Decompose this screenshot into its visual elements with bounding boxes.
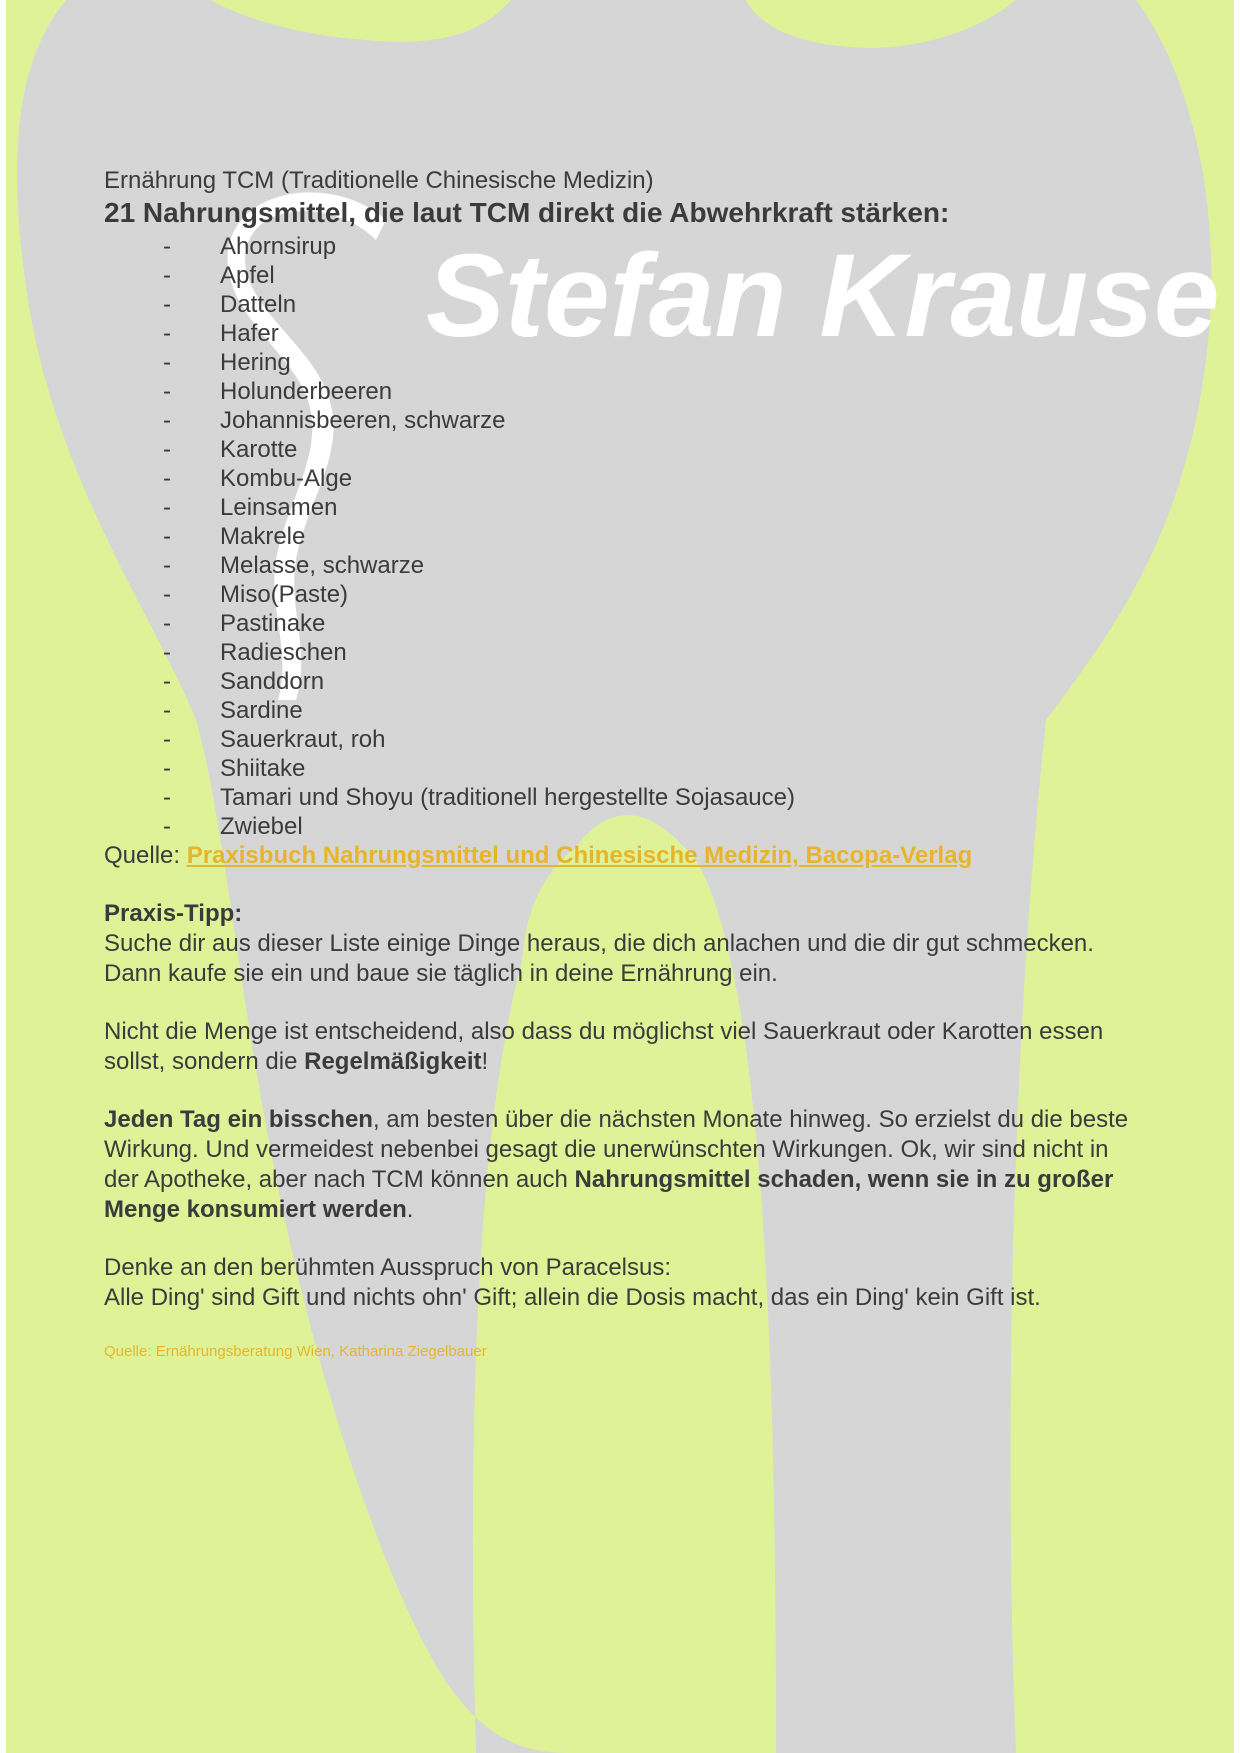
food-list-item-label: Melasse, schwarze — [220, 552, 425, 579]
document-content — [104, 166, 1144, 1361]
food-list-item-label: Miso(Paste) — [220, 581, 349, 608]
food-list-item — [104, 696, 1144, 725]
food-list-item — [104, 261, 1144, 290]
list-dash-marker: - — [163, 581, 171, 608]
food-list-item — [104, 667, 1144, 696]
list-dash-marker: - — [163, 378, 171, 405]
list-dash-marker: - — [163, 494, 171, 521]
daily-bold-warning: Nahrungsmittel schaden, wenn sie in zu großer Menge konsumiert werden — [104, 1166, 1114, 1223]
food-list-item — [104, 551, 1144, 580]
list-dash-marker: - — [163, 697, 171, 724]
list-dash-marker: - — [163, 639, 171, 666]
footer-source: Quelle: Ernährungsberatung Wien, Katharina Ziegelbauer — [104, 1343, 487, 1360]
food-list-item — [104, 377, 1144, 406]
food-list-item — [104, 580, 1144, 609]
regularity-text: Nicht die Menge ist entscheidend, also dass du möglichst viel Sauerkraut oder Karotten essen sollst, sondern die — [104, 1018, 1104, 1075]
food-list-item-label: Johannisbeeren, schwarze — [220, 407, 506, 434]
document-page — [6, 0, 1234, 1753]
food-list-item-label: Karotte — [220, 436, 298, 463]
quote-intro: Denke an den berühmten Ausspruch von Paracelsus: — [104, 1254, 672, 1281]
food-list-item-label: Radieschen — [220, 639, 347, 666]
food-list-item — [104, 348, 1144, 377]
watermark-text: Stefan Krause — [426, 230, 1220, 362]
food-list-item — [104, 638, 1144, 667]
list-dash-marker: - — [163, 262, 171, 289]
food-list-item — [104, 522, 1144, 551]
food-list-item-label: Datteln — [220, 291, 297, 318]
food-list-item — [104, 464, 1144, 493]
daily-end: . — [406, 1196, 414, 1223]
food-list-item-label: Makrele — [220, 523, 306, 550]
quote-text: Alle Ding' sind Gift und nichts ohn' Gift; allein die Dosis macht, das ein Ding' kein Gift ist. — [104, 1284, 1041, 1311]
food-list-item-label: Zwiebel — [220, 813, 303, 840]
food-list-item — [104, 725, 1144, 754]
food-list-item — [104, 319, 1144, 348]
list-dash-marker: - — [163, 233, 171, 260]
list-dash-marker: - — [163, 320, 171, 347]
list-dash-marker: - — [163, 668, 171, 695]
food-list-item-label: Apfel — [220, 262, 275, 289]
food-list-item — [104, 609, 1144, 638]
food-list-item-label: Tamari und Shoyu (traditionell hergestellte Sojasauce) — [220, 784, 795, 811]
food-list-item — [104, 812, 1144, 841]
food-list-item — [104, 754, 1144, 783]
list-dash-marker: - — [163, 726, 171, 753]
daily-bold-start: Jeden Tag ein bisschen — [104, 1106, 373, 1133]
food-list-item-label: Holunderbeeren — [220, 378, 393, 405]
list-dash-marker: - — [163, 523, 171, 550]
food-list-item-label: Shiitake — [220, 755, 306, 782]
list-dash-marker: - — [163, 784, 171, 811]
daily-text: , am besten über die nächsten Monate hinweg. So erzielst du die beste Wirkung. Und vermeidest nebenbei gesagt die unerwünschten Wirkungen. Ok, wir sind nicht in der Apotheke, aber nach TCM können auch — [104, 1106, 1129, 1193]
regularity-bold: Regelmäßigkeit — [304, 1048, 482, 1075]
source-line — [104, 841, 1144, 871]
list-dash-marker: - — [163, 349, 171, 376]
list-dash-marker: - — [163, 291, 171, 318]
daily-paragraph — [104, 1105, 1144, 1225]
tip-paragraph: Suche dir aus dieser Liste einige Dinge heraus, die dich anlachen und die dir gut schmecken. Dann kaufe sie ein und baue sie täglich in deine Ernährung ein. — [104, 930, 1094, 987]
food-list — [104, 232, 1144, 841]
food-list-item-label: Kombu-Alge — [220, 465, 353, 492]
food-list-item — [104, 406, 1144, 435]
document-subtitle: Ernährung TCM (Traditionelle Chinesische Medizin) — [104, 167, 654, 194]
list-dash-marker: - — [163, 755, 171, 782]
list-dash-marker: - — [163, 610, 171, 637]
list-dash-marker: - — [163, 407, 171, 434]
source-label: Quelle: — [104, 842, 187, 869]
source-link[interactable]: Praxisbuch Nahrungsmittel und Chinesische Medizin, Bacopa-Verlag — [186, 842, 973, 869]
food-list-item-label: Hafer — [220, 320, 279, 347]
document-title: 21 Nahrungsmittel, die laut TCM direkt die Abwehrkraft stärken: — [104, 197, 950, 228]
food-list-item-label: Pastinake — [220, 610, 326, 637]
food-list-item-label: Sardine — [220, 697, 303, 724]
food-list-item — [104, 232, 1144, 261]
food-list-item-label: Ahornsirup — [220, 233, 337, 260]
food-list-item — [104, 435, 1144, 464]
list-dash-marker: - — [163, 813, 171, 840]
food-list-item — [104, 290, 1144, 319]
food-list-item-label: Hering — [220, 349, 291, 376]
regularity-end: ! — [481, 1048, 489, 1075]
food-list-item-label: Sauerkraut, roh — [220, 726, 386, 753]
food-list-item-label: Sanddorn — [220, 668, 325, 695]
list-dash-marker: - — [163, 465, 171, 492]
food-list-item — [104, 783, 1144, 812]
list-dash-marker: - — [163, 552, 171, 579]
tip-heading: Praxis-Tipp: — [104, 900, 243, 927]
food-list-item-label: Leinsamen — [220, 494, 338, 521]
food-list-item — [104, 493, 1144, 522]
regularity-paragraph — [104, 1017, 1144, 1077]
paracelsus-quote-block — [104, 1253, 1144, 1313]
list-dash-marker: - — [163, 436, 171, 463]
